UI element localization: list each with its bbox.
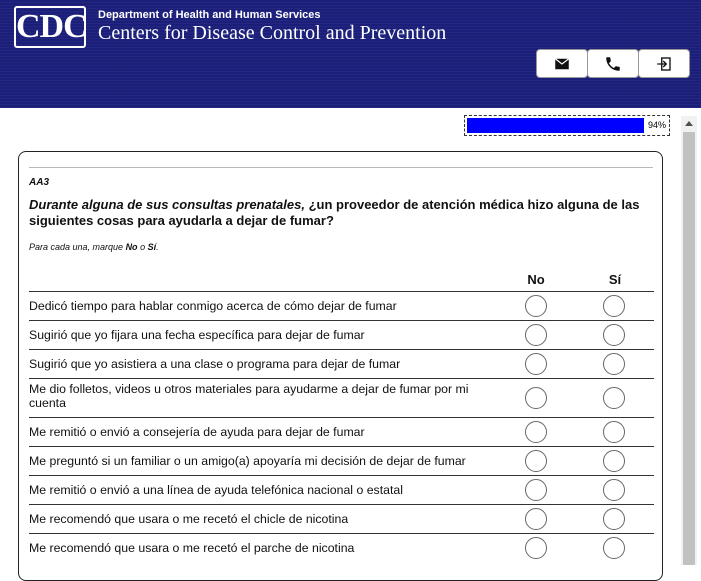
exit-icon (655, 55, 673, 73)
cdc-logo: CDC (14, 6, 86, 48)
radio-si[interactable] (603, 421, 625, 443)
question-id: AA3 (29, 177, 50, 188)
exit-button[interactable] (638, 49, 690, 78)
radio-no[interactable] (525, 353, 547, 375)
radio-si[interactable] (603, 324, 625, 346)
radio-si[interactable] (603, 450, 625, 472)
table-row (29, 291, 654, 320)
question-card (18, 151, 663, 581)
radio-no[interactable] (525, 450, 547, 472)
table-row (29, 417, 654, 446)
table-row (29, 475, 654, 504)
question-text (29, 197, 649, 229)
radio-no[interactable] (525, 508, 547, 530)
question-text-rest: ¿un proveedor de atención médica hizo alguna de las siguientes cosas para ayudarla a dejar de fumar? (29, 197, 640, 228)
phone-icon (604, 55, 622, 73)
scroll-thumb[interactable] (683, 132, 695, 565)
instruction-prefix: Para cada una, marque (29, 242, 126, 252)
row-label: Me preguntó si un familiar o un amigo(a) apoyaría mi decisión de dejar de fumar (29, 454, 466, 468)
radio-si[interactable] (603, 295, 625, 317)
instruction-no: No (125, 242, 138, 252)
row-label: Me remitió o envió a una línea de ayuda telefónica nacional o estatal (29, 483, 403, 497)
radio-no[interactable] (525, 324, 547, 346)
progress-bar (464, 115, 670, 136)
instruction-text (29, 242, 159, 252)
instruction-mid: o (137, 242, 148, 252)
department-name: Department of Health and Human Services (98, 9, 321, 21)
email-button[interactable] (536, 49, 588, 78)
radio-si[interactable] (603, 479, 625, 501)
agency-name: Centers for Disease Control and Prevention (98, 22, 447, 44)
question-text-italic: Durante alguna de sus consultas prenatales, (29, 197, 305, 212)
table-row (29, 533, 654, 562)
divider (29, 167, 653, 168)
row-label: Me recomendó que usara o me recetó el parche de nicotina (29, 541, 355, 555)
progress-fill (467, 118, 644, 133)
column-header-no: No (527, 272, 545, 287)
instruction-si: Sí (147, 242, 157, 252)
row-label: Sugirió que yo fijara una fecha específica para dejar de fumar (29, 328, 365, 342)
scrollbar[interactable] (681, 116, 697, 565)
site-header (0, 0, 701, 108)
table-row (29, 378, 654, 417)
table-row (29, 446, 654, 475)
table-row (29, 504, 654, 533)
radio-si[interactable] (603, 508, 625, 530)
table-row (29, 349, 654, 378)
radio-no[interactable] (525, 421, 547, 443)
radio-si[interactable] (603, 537, 625, 559)
instruction-suffix: . (156, 242, 159, 252)
row-label: Sugirió que yo asistiera a una clase o programa para dejar de fumar (29, 357, 401, 371)
row-label: Dedicó tiempo para hablar conmigo acerca de cómo dejar de fumar (29, 299, 397, 313)
row-label: Me dio folletos, videos u otros materiales para ayudarme a dejar de fumar por mi cuenta (29, 382, 469, 410)
progress-label: 94% (647, 120, 666, 130)
scroll-up-arrow-icon[interactable] (681, 116, 697, 130)
row-label: Me recomendó que usara o me recetó el chicle de nicotina (29, 512, 349, 526)
radio-si[interactable] (603, 353, 625, 375)
question-rows (29, 291, 654, 562)
radio-no[interactable] (525, 387, 547, 409)
radio-si[interactable] (603, 387, 625, 409)
radio-no[interactable] (525, 295, 547, 317)
phone-button[interactable] (587, 49, 639, 78)
radio-no[interactable] (525, 479, 547, 501)
table-row (29, 320, 654, 349)
radio-no[interactable] (525, 537, 547, 559)
column-header-si: Sí (608, 272, 622, 287)
row-label: Me remitió o envió a consejería de ayuda para dejar de fumar (29, 425, 365, 439)
mail-icon (553, 55, 571, 73)
